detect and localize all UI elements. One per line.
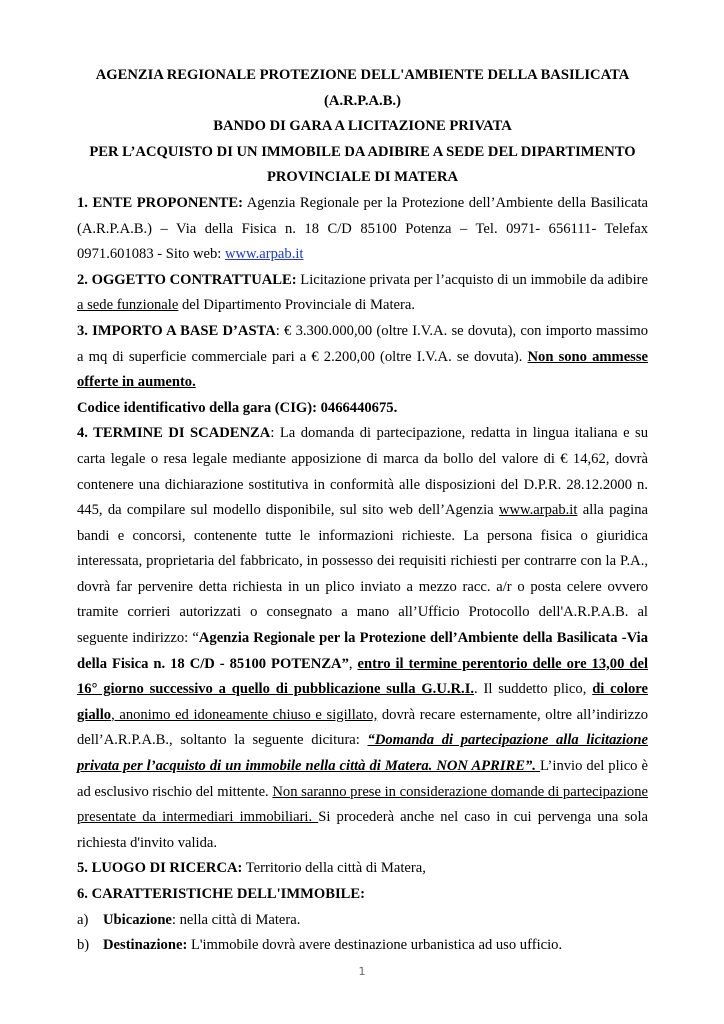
section-heading: 3. IMPORTO A BASE D’ASTA xyxy=(77,322,276,339)
section-heading: 5. LUOGO DI RICERCA: xyxy=(77,860,243,877)
section-ente-proponente xyxy=(77,191,648,268)
intermediaries-exclusion-note: Non saranno prese in considerazione domande di partecipazione presentate da intermediari immobiliari. xyxy=(77,783,648,826)
no-higher-offers-note: Non sono ammesse offerte in aumento. xyxy=(77,348,649,391)
header-subject-line-2: PROVINCIALE DI MATERA xyxy=(266,169,459,186)
list-item-value: L'immobile dovrà avere destinazione urbanistica ad uso ufficio. xyxy=(187,937,563,954)
section-text: Agenzia Regionale per la Protezione dell’Ambiente della Basilicata (A.R.P.A.B.) – Via della Fisica n. 18 C/D 85100 Potenza – Tel. 0971- 656111- Telefax 0971.601083 - Sito web: xyxy=(77,194,648,263)
deadline-note: entro il termine perentorio delle ore 13,00 del 16° giorno successivo a quello di pubblicazione sulla G.U.R.I. xyxy=(77,655,649,698)
website-link[interactable]: www.arpab.it xyxy=(224,246,304,263)
list-item-text xyxy=(103,933,562,959)
cig-code: Codice identificativo della gara (CIG): 0466440675. xyxy=(77,399,398,416)
list-marker: b) xyxy=(77,937,90,954)
header-subject-line: PER L’ACQUISTO DI UN IMMOBILE DA ADIBIRE A SEDE DEL DIPARTIMENTO xyxy=(89,143,636,160)
website-link[interactable]: www.arpab.it xyxy=(498,502,578,519)
section-text: Licitazione privata per l’acquisto di un immobile da adibire xyxy=(296,271,648,288)
list-item xyxy=(77,933,648,959)
header-agency-name: AGENZIA REGIONALE PROTEZIONE DELL'AMBIENTE DELLA BASILICATA xyxy=(95,67,630,83)
section-text: . Il suddetto plico, xyxy=(474,681,593,698)
section-heading: 1. ENTE PROPONENTE: xyxy=(77,194,243,211)
page-number: 1 xyxy=(358,965,366,978)
list-item-label: Ubicazione xyxy=(103,911,172,928)
section-heading: 6. CARATTERISTICHE DELL'IMMOBILE: xyxy=(77,886,366,902)
document-body xyxy=(77,63,648,959)
section-termine-scadenza xyxy=(77,421,648,856)
section-text: alla pagina bandi e concorsi, contenente tutte le informazioni richieste. La persona fisica o giuridica interessata, proprietaria del fabbricato, in possesso dei requisiti richiesti per contrarre con la P.A., dovrà far pervenire detta richiesta in un plico inviato a mezzo racc. a/r o posta celere ovvero tramite corrieri autorizzati o consegnato a mano all’Ufficio Protocollo dell'A.R.P.A.B. al seguente indirizzo: “ xyxy=(77,502,648,647)
section-text: : € 3.300.000,00 (oltre I.V.A. se dovuta), con importo massimo a mq di superficie commerciale pari a € 2.200,00 (oltre I.V.A. se dovuta). xyxy=(77,322,648,365)
section-oggetto-contrattuale xyxy=(77,268,648,319)
list-item-text xyxy=(103,908,300,934)
section-text: del Dipartimento Provinciale di Matera. xyxy=(178,297,415,314)
section-heading: 2. OGGETTO CONTRATTUALE: xyxy=(77,271,297,288)
section-importo-base-asta xyxy=(77,319,648,396)
list-marker: a) xyxy=(77,911,89,928)
section-text: : La domanda di partecipazione, redatta in lingua italiana e su carta legale o resa legale mediante apposizione di marca da bollo del valore di € 14,62, dovrà contenere una dichiarazione sostitutiva in conformità alle disposizioni del D.P.R. 28.12.2000 n. 445, da compilare sul modello disponibile, sul sito web dell’Agenzia xyxy=(77,425,649,519)
envelope-color-note: di colore giallo xyxy=(77,681,648,723)
header-agency-acronym: (A.R.P.A.B.) xyxy=(324,92,401,109)
section-text: L’invio del plico è ad esclusivo rischio del mittente. xyxy=(77,758,648,800)
section-text: , xyxy=(348,655,358,672)
section-text: Si procederà anche nel caso in cui pervenga una sola richiesta d'invito valida. xyxy=(77,809,648,851)
underlined-text: a sede funzionale xyxy=(77,297,179,314)
list-item-label: Destinazione: xyxy=(103,937,188,954)
header-tender-title: BANDO DI GARA A LICITAZIONE PRIVATA xyxy=(213,118,512,135)
section-text: Territorio della città di Matera, xyxy=(242,860,426,877)
envelope-label-text: “Domanda di partecipazione alla licitazione privata per l’acquisto di un immobile nella città di Matera. NON APRIRE”. xyxy=(77,732,648,775)
list-item-value: : nella città di Matera. xyxy=(171,911,301,928)
delivery-address: Agenzia Regionale per la Protezione dell’Ambiente della Basilicata -Via della Fisica n. 18 C/D - 85100 POTENZA” xyxy=(77,630,648,672)
section-caratteristiche-immobile xyxy=(77,882,648,908)
envelope-sealed-note: , anonimo ed idoneamente chiuso e sigillato, xyxy=(111,706,378,723)
document-header xyxy=(77,63,648,191)
section-text: dovrà recare esternamente, oltre all’indirizzo dell’A.R.P.A.B., soltanto la seguente dicitura: xyxy=(77,706,648,749)
section-heading: 4. TERMINE DI SCADENZA xyxy=(77,425,271,442)
list-item xyxy=(77,908,648,934)
section-luogo-ricerca xyxy=(77,856,648,882)
